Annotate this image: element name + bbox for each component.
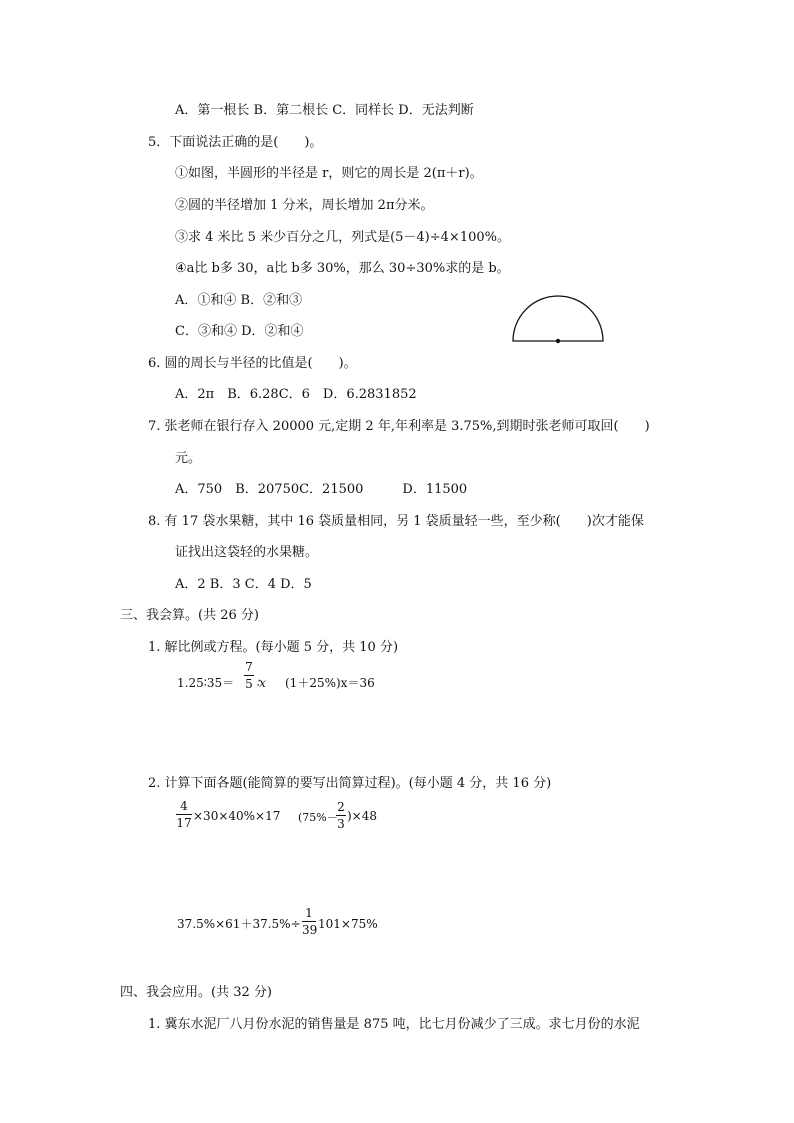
fraction-numerator: 7 [245, 660, 253, 674]
fraction-denominator: 17 [176, 816, 192, 830]
sec3-part1-title: 1. 解比例或方程。(每小题 5 分，共 10 分) [148, 640, 399, 655]
fraction-bar [176, 814, 192, 815]
q5-options-cd: C．③和④ D．②和④ [175, 324, 304, 339]
sec3-part2-title: 2. 计算下面各题(能简算的要写出简算过程)。(每小题 4 分，共 16 分) [148, 776, 552, 791]
equation-a-left: 1.25∶35＝ [177, 676, 235, 690]
expr-b-right: )×48 [347, 809, 378, 823]
section-3-heading: 三、我会算。(共 26 分) [120, 608, 259, 623]
fraction-numerator: 2 [337, 800, 345, 814]
fraction-denominator: 5 [245, 677, 253, 691]
semicircle-figure [508, 292, 608, 348]
fraction-denominator: 3 [337, 817, 345, 831]
equation-a-fraction [244, 660, 254, 691]
q7-stem: 7. 张老师在银行存入 20000 元,定期 2 年,年利率是 3.75%,到期时张老师可取回( ) [148, 419, 650, 434]
expr-c-right: 101×75% [318, 917, 378, 931]
q5-statement-2: ②圆的半径增加 1 分米，周长增加 2π分米。 [175, 198, 434, 213]
q5-statement-4: ④a比 b多 30，a比 b多 30%，那么 30÷30%求的是 b。 [175, 261, 510, 276]
q8-stem: 8. 有 17 袋水果糖，其中 16 袋质量相同，另 1 袋质量轻一些，至少称( )次才能保 [148, 514, 644, 529]
q6-options: A．2π B．6.28C．6 D．6.2831852 [175, 387, 417, 402]
expr-c-fraction [302, 906, 316, 937]
fraction-bar [244, 675, 254, 676]
expr-a-fraction [176, 799, 192, 830]
q5-options-ab: A．①和④ B．②和③ [175, 293, 303, 308]
equation-a-right: ∶x [256, 676, 266, 690]
q8-options: A．2 B．3 C．4 D．5 [175, 577, 312, 592]
q5-statement-3: ③求 4 米比 5 米少百分之几，列式是(5－4)÷4×100%。 [175, 230, 510, 245]
fraction-numerator: 4 [180, 799, 188, 813]
q5-statement-1: ①如图，半圆形的半径是 r，则它的周长是 2(π＋r)。 [175, 166, 483, 181]
q8-stem-cont: 证找出这袋轻的水果糖。 [175, 545, 319, 560]
section-4-heading: 四、我会应用。(共 32 分) [120, 985, 272, 1000]
q7-options: A．750 B．20750C．21500 D．11500 [175, 482, 468, 497]
expr-a-rest: ×30×40%×17 [193, 809, 281, 823]
expr-c-left: 37.5%×61＋37.5%÷ [177, 917, 301, 931]
q4-options: A．第一根长 B．第二根长 C．同样长 D．无法判断 [175, 103, 474, 118]
expr-b-fraction [336, 800, 346, 831]
q7-stem-cont: 元。 [175, 451, 202, 466]
q6-stem: 6. 圆的周长与半径的比值是( )。 [148, 356, 357, 371]
expr-b-left: (75%－ [298, 811, 338, 824]
sec4-problem-1: 1. 冀东水泥厂八月份水泥的销售量是 875 吨，比七月份减少了三成。求七月份的水泥 [148, 1017, 640, 1032]
fraction-bar [302, 921, 316, 922]
fraction-numerator: 1 [305, 906, 313, 920]
fraction-denominator: 39 [302, 923, 318, 937]
q5-stem: 5．下面说法正确的是( )。 [148, 135, 323, 150]
equation-b: (1＋25%)x＝36 [285, 676, 375, 690]
fraction-bar [336, 815, 346, 816]
